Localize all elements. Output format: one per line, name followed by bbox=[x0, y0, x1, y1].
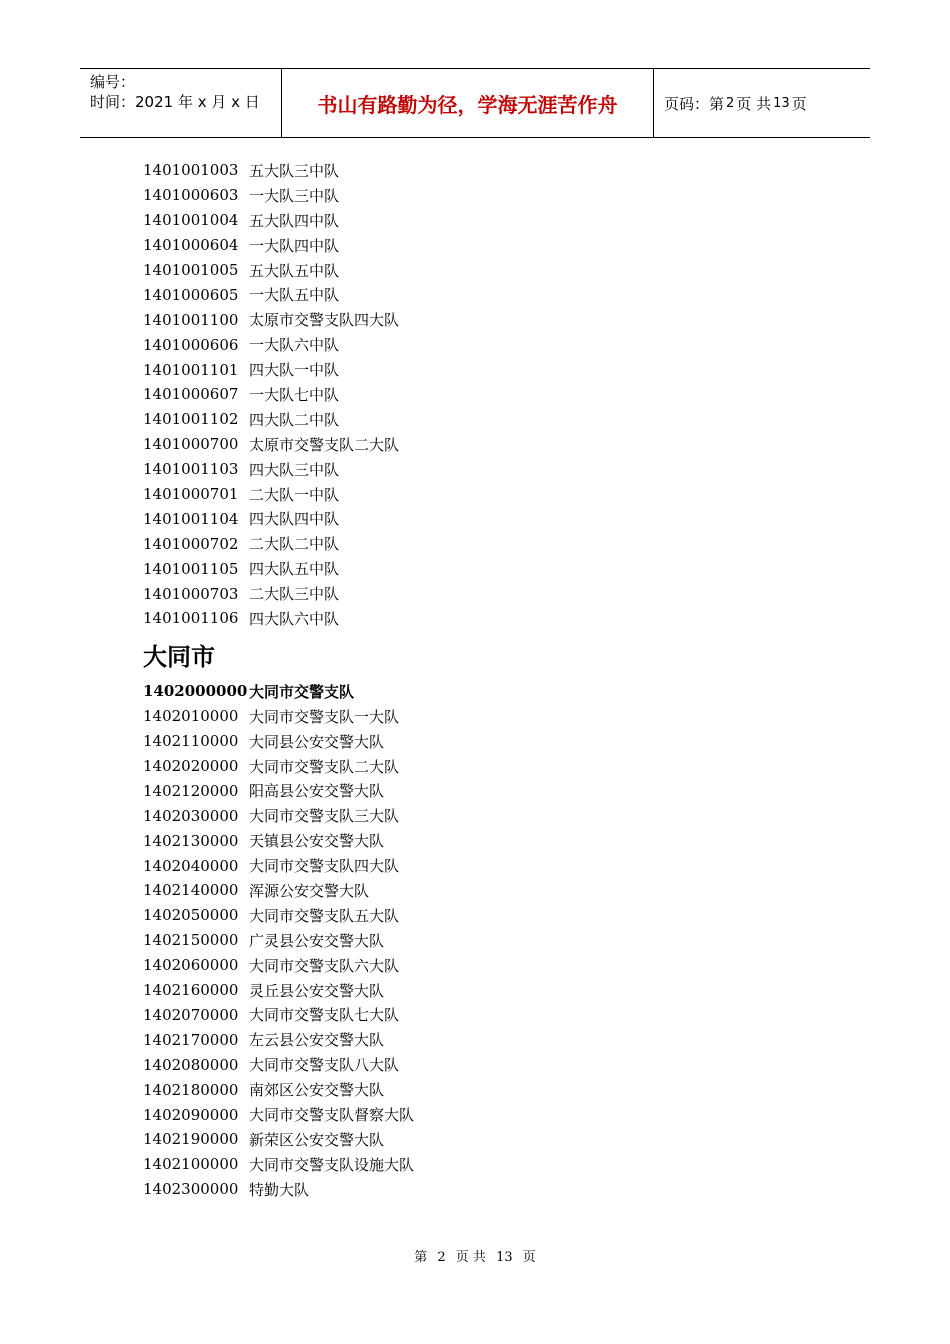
row-code: 1401001004 bbox=[143, 211, 239, 230]
row-code: 1402070000 bbox=[143, 1005, 239, 1024]
row-code: 1402040000 bbox=[143, 856, 239, 875]
row-name: 一大队六中队 bbox=[249, 336, 340, 355]
row-name: 浑源公安交警大队 bbox=[249, 881, 370, 900]
list-row bbox=[143, 978, 743, 1003]
row-name: 太原市交警支队四大队 bbox=[249, 311, 400, 330]
page-suffix: 页 bbox=[791, 94, 807, 113]
row-name: 五大队五中队 bbox=[249, 261, 340, 280]
row-name: 大同市交警支队一大队 bbox=[249, 707, 400, 726]
row-name: 特勤大队 bbox=[249, 1180, 310, 1199]
row-name: 二大队二中队 bbox=[249, 535, 340, 554]
row-name: 大同市交警支队四大队 bbox=[249, 857, 400, 876]
footer-suffix: 页 bbox=[522, 1250, 536, 1265]
footer-mid: 页 共 bbox=[455, 1250, 486, 1265]
row-code: 1401000607 bbox=[143, 385, 239, 404]
row-code: 1401001102 bbox=[143, 410, 239, 429]
section-title: 大同市 bbox=[143, 643, 215, 672]
row-code: 1402190000 bbox=[143, 1130, 239, 1149]
header-page-info bbox=[654, 69, 870, 137]
row-name: 左云县公安交警大队 bbox=[249, 1031, 385, 1050]
row-name: 一大队七中队 bbox=[249, 385, 340, 404]
row-name: 大同市交警支队七大队 bbox=[249, 1006, 400, 1025]
row-name: 阳高县公安交警大队 bbox=[249, 782, 385, 801]
page-total: 13 bbox=[773, 95, 790, 111]
list-row bbox=[143, 1027, 743, 1052]
row-name: 四大队四中队 bbox=[249, 510, 340, 529]
page-prefix: 页码：第 bbox=[664, 94, 725, 113]
row-name: 大同市交警支队 bbox=[249, 682, 355, 701]
list-row bbox=[143, 332, 743, 357]
header-meta bbox=[80, 69, 282, 137]
row-code: 1402300000 bbox=[143, 1180, 239, 1199]
list-row bbox=[143, 282, 743, 307]
row-code: 1401000605 bbox=[143, 285, 239, 304]
list-row bbox=[143, 1127, 743, 1152]
row-code: 1402160000 bbox=[143, 981, 239, 1000]
row-name: 四大队二中队 bbox=[249, 410, 340, 429]
row-name: 四大队一中队 bbox=[249, 361, 340, 380]
row-code: 1402050000 bbox=[143, 906, 239, 925]
row-code: 1401001103 bbox=[143, 460, 239, 479]
row-name: 五大队三中队 bbox=[249, 161, 340, 180]
row-name: 一大队五中队 bbox=[249, 286, 340, 305]
row-name: 二大队一中队 bbox=[249, 485, 340, 504]
row-name: 大同市交警支队五大队 bbox=[249, 906, 400, 925]
row-code: 1401000702 bbox=[143, 534, 239, 553]
list-row bbox=[143, 704, 743, 729]
row-code: 1401001005 bbox=[143, 261, 239, 279]
list-row bbox=[143, 432, 743, 457]
row-code: 1402020000 bbox=[143, 757, 239, 776]
row-code: 1401000606 bbox=[143, 335, 239, 354]
list-row bbox=[143, 1177, 743, 1202]
list-row bbox=[143, 482, 743, 507]
list-row bbox=[143, 878, 743, 903]
list-row bbox=[143, 953, 743, 978]
row-code: 1402080000 bbox=[143, 1055, 239, 1074]
page-header bbox=[80, 68, 870, 138]
row-code: 1401000703 bbox=[143, 584, 239, 603]
list-row bbox=[143, 828, 743, 853]
row-name: 广灵县公安交警大队 bbox=[249, 931, 385, 950]
row-name: 五大队四中队 bbox=[249, 211, 340, 230]
row-code: 1402140000 bbox=[143, 881, 239, 900]
list-row bbox=[143, 606, 743, 631]
row-name: 大同市交警支队三大队 bbox=[249, 807, 400, 826]
row-name: 二大队三中队 bbox=[249, 585, 340, 604]
row-name: 新荣区公安交警大队 bbox=[249, 1130, 385, 1149]
row-code: 1402170000 bbox=[143, 1030, 239, 1049]
row-name: 大同市交警支队八大队 bbox=[249, 1056, 400, 1075]
list-row bbox=[143, 1077, 743, 1102]
list-row bbox=[143, 1052, 743, 1077]
row-name: 大同市交警支队督察大队 bbox=[249, 1106, 415, 1124]
list-row bbox=[143, 729, 743, 754]
page-footer bbox=[0, 1246, 950, 1265]
code-list bbox=[143, 158, 743, 1202]
taiyuan-rows bbox=[143, 158, 743, 631]
list-row bbox=[143, 1152, 743, 1177]
list-row bbox=[143, 1102, 743, 1127]
row-code: 1401001104 bbox=[143, 509, 239, 528]
time-label: 时间：2021 年 x 月 x 日 bbox=[90, 93, 260, 111]
row-code: 1402010000 bbox=[143, 707, 239, 726]
row-code: 1402180000 bbox=[143, 1080, 239, 1099]
row-code: 1402090000 bbox=[143, 1105, 239, 1124]
list-row bbox=[143, 928, 743, 953]
list-row bbox=[143, 754, 743, 779]
page-mid: 页 共 bbox=[736, 94, 772, 113]
row-code: 1402060000 bbox=[143, 956, 239, 975]
row-code: 1401000701 bbox=[143, 485, 239, 504]
row-code: 1401001106 bbox=[143, 609, 239, 628]
list-row bbox=[143, 778, 743, 803]
row-name: 四大队六中队 bbox=[249, 609, 340, 628]
row-code: 1402110000 bbox=[143, 732, 239, 751]
list-row bbox=[143, 803, 743, 828]
row-code: 1402000000 bbox=[143, 682, 248, 701]
row-code: 1402150000 bbox=[143, 931, 239, 950]
row-name: 天镇县公安交警大队 bbox=[249, 832, 385, 851]
footer-prefix: 第 bbox=[414, 1250, 428, 1265]
row-code: 1401001105 bbox=[143, 559, 239, 578]
row-code: 1402100000 bbox=[143, 1155, 239, 1174]
row-code: 1401000603 bbox=[143, 186, 239, 205]
row-code: 1402030000 bbox=[143, 806, 239, 825]
row-name: 大同市交警支队六大队 bbox=[249, 956, 400, 975]
footer-total: 13 bbox=[496, 1250, 513, 1265]
footer-current: 2 bbox=[437, 1250, 446, 1265]
row-name: 灵丘县公安交警大队 bbox=[249, 981, 385, 1000]
header-motto: 书山有路勤为径，学海无涯苦作舟 bbox=[282, 69, 654, 137]
row-code: 1401000604 bbox=[143, 236, 239, 255]
list-row bbox=[143, 531, 743, 556]
row-name: 一大队三中队 bbox=[249, 186, 340, 205]
list-row bbox=[143, 407, 743, 432]
list-row bbox=[143, 183, 743, 208]
list-row bbox=[143, 679, 743, 704]
row-code: 1401001003 bbox=[143, 161, 239, 180]
row-name: 大同市交警支队设施大队 bbox=[249, 1155, 415, 1174]
row-name: 南郊区公安交警大队 bbox=[249, 1081, 385, 1100]
list-row bbox=[143, 382, 743, 407]
row-code: 1402130000 bbox=[143, 831, 239, 850]
list-row bbox=[143, 1003, 743, 1028]
list-row bbox=[143, 258, 743, 283]
row-name: 四大队三中队 bbox=[249, 460, 340, 479]
page-current: 2 bbox=[726, 95, 735, 111]
row-code: 1401000700 bbox=[143, 435, 239, 454]
list-row bbox=[143, 457, 743, 482]
list-row bbox=[143, 853, 743, 878]
serial-label: 编号： bbox=[90, 73, 136, 91]
row-code: 1401001101 bbox=[143, 360, 239, 379]
list-row bbox=[143, 158, 743, 183]
row-name: 四大队五中队 bbox=[249, 560, 340, 579]
list-row bbox=[143, 506, 743, 531]
row-code: 1402120000 bbox=[143, 781, 239, 800]
row-name: 一大队四中队 bbox=[249, 236, 340, 255]
datong-rows bbox=[143, 679, 743, 1202]
row-name: 大同市交警支队二大队 bbox=[249, 757, 400, 776]
list-row bbox=[143, 903, 743, 928]
row-code: 1401001100 bbox=[143, 310, 239, 329]
list-row bbox=[143, 307, 743, 332]
list-row bbox=[143, 233, 743, 258]
row-name: 太原市交警支队二大队 bbox=[249, 435, 400, 454]
list-row bbox=[143, 208, 743, 233]
list-row bbox=[143, 581, 743, 606]
list-row bbox=[143, 357, 743, 382]
list-row bbox=[143, 556, 743, 581]
row-name: 大同县公安交警大队 bbox=[249, 732, 385, 751]
